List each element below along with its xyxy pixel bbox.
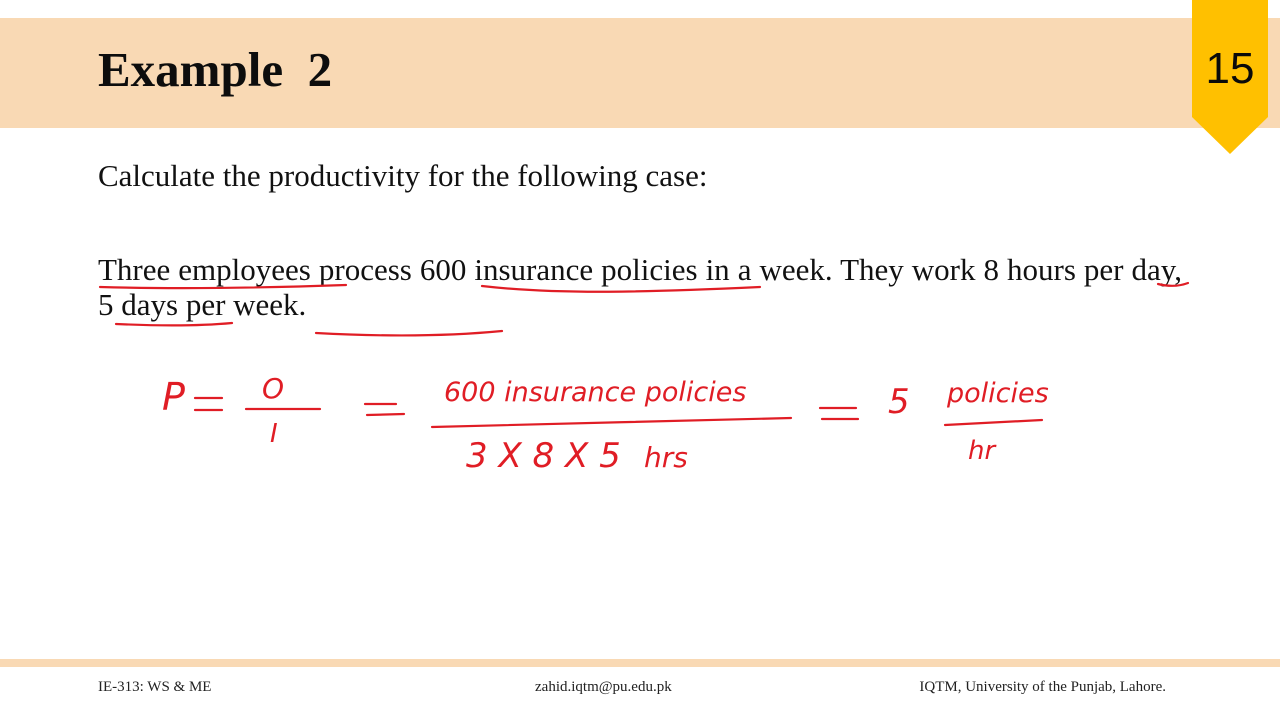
denominator-multiplication: 3 X 8 X 5	[466, 436, 621, 476]
substitution-fraction-line	[432, 418, 791, 427]
underline-5-days-per-week	[316, 331, 502, 335]
numerator-policies: 600 insurance policies	[444, 377, 747, 408]
equals-sign-2-bottom	[367, 414, 404, 415]
page-number: 15	[1205, 44, 1255, 93]
problem-statement: Three employees process 600 insurance policies in a week. They work 8 hours per day, 5 days per week.	[98, 252, 1182, 322]
instruction-text: Calculate the productivity for the following case:	[98, 158, 708, 193]
input-symbol: I	[270, 419, 278, 449]
footer-course-code: IE-313: WS & ME	[98, 679, 212, 695]
denominator-unit: hrs	[644, 441, 688, 474]
formula-symbol-p: P	[162, 375, 185, 419]
page-number-badge	[1192, 0, 1268, 154]
footer-institution: IQTM, University of the Punjab, Lahore.	[919, 679, 1166, 695]
result-numerator-unit: policies	[947, 378, 1049, 409]
underline-hours-per-day	[116, 323, 232, 325]
slide-title: Example 2	[98, 42, 333, 97]
footer-divider	[0, 659, 1280, 667]
result-denominator-unit: hr	[968, 436, 996, 466]
footer-email: zahid.iqtm@pu.edu.pk	[535, 679, 672, 695]
formula-result	[820, 378, 1049, 466]
formula-substitution	[432, 377, 791, 476]
result-value: 5	[888, 382, 910, 422]
result-fraction-line	[945, 420, 1042, 425]
formula-left-side	[162, 372, 404, 449]
output-symbol: O	[262, 372, 285, 405]
